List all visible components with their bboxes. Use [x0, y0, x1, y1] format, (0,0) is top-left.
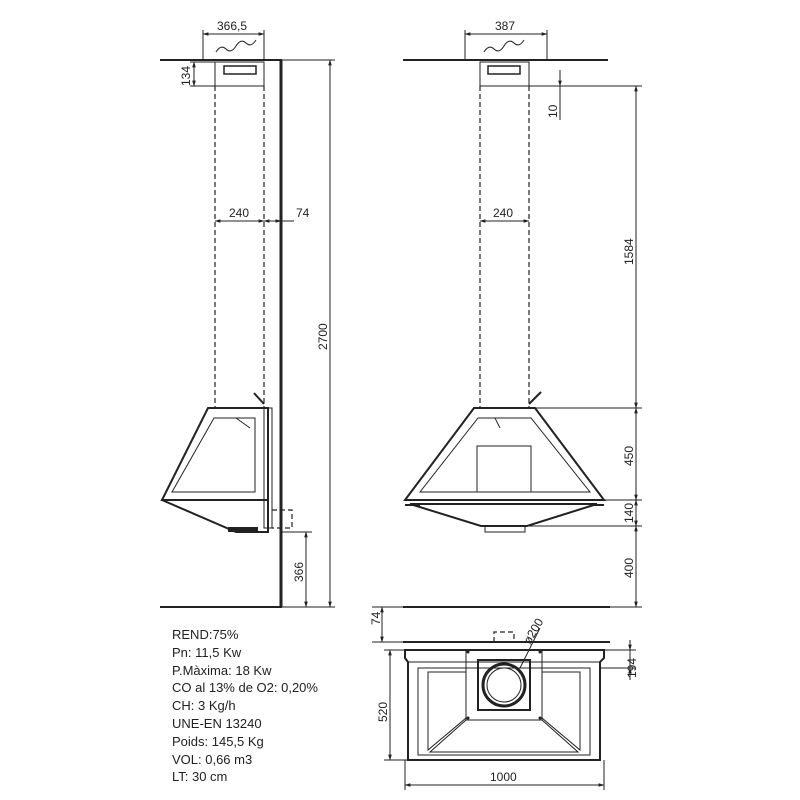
plan-view [369, 607, 639, 790]
side-flue-width-label: 240 [229, 206, 250, 220]
plan-wall-gap-label: 74 [369, 611, 383, 625]
spec-co-emission: CO al 13% de O2: 0,20% [172, 680, 318, 696]
spec-log-length: LT: 30 cm [172, 769, 228, 785]
spec-nominal-power: Pn: 11,5 Kw [172, 644, 242, 660]
spec-weight: Poids: 145,5 Kg [172, 733, 264, 749]
spec-volume: VOL: 0,66 m3 [172, 751, 253, 767]
front-hood-outline [405, 408, 604, 500]
front-top-gap-label: 10 [546, 104, 560, 118]
side-cap-height-label: 134 [179, 65, 193, 86]
spec-max-power: P.Màxima: 18 Kw [172, 662, 272, 678]
plan-box-depth-label: 194 [625, 657, 639, 678]
plan-depth-label: 520 [376, 701, 390, 722]
side-wall-gap-label: 74 [296, 206, 310, 220]
spec-consumption: CH: 3 Kg/h [172, 698, 236, 714]
front-band-height-label: 140 [622, 502, 636, 523]
side-view [160, 19, 335, 607]
side-top-dim [203, 19, 264, 60]
front-flue-height-label: 1584 [622, 238, 636, 265]
spec-efficiency: REND:75% [172, 627, 239, 642]
front-hood-height-label: 450 [622, 445, 636, 466]
side-total-height-label: 2700 [316, 323, 330, 350]
front-floor-height-label: 400 [622, 557, 636, 578]
side-top-width-label: 366,5 [217, 19, 248, 33]
front-cone [410, 504, 597, 526]
plan-diameter-label: ø200 [520, 615, 547, 647]
plan-width-label: 1000 [490, 770, 517, 784]
front-flue-width-label: 240 [493, 206, 514, 220]
specifications-list [172, 626, 362, 786]
front-top-width-label: 387 [495, 19, 516, 33]
front-view [403, 19, 642, 607]
spec-standard: UNE-EN 13240 [172, 715, 262, 731]
plan-flue-circle [483, 664, 525, 706]
front-firebox-opening [477, 446, 531, 492]
side-floor-height-label: 366 [292, 561, 306, 582]
side-hood-outline [162, 408, 268, 500]
